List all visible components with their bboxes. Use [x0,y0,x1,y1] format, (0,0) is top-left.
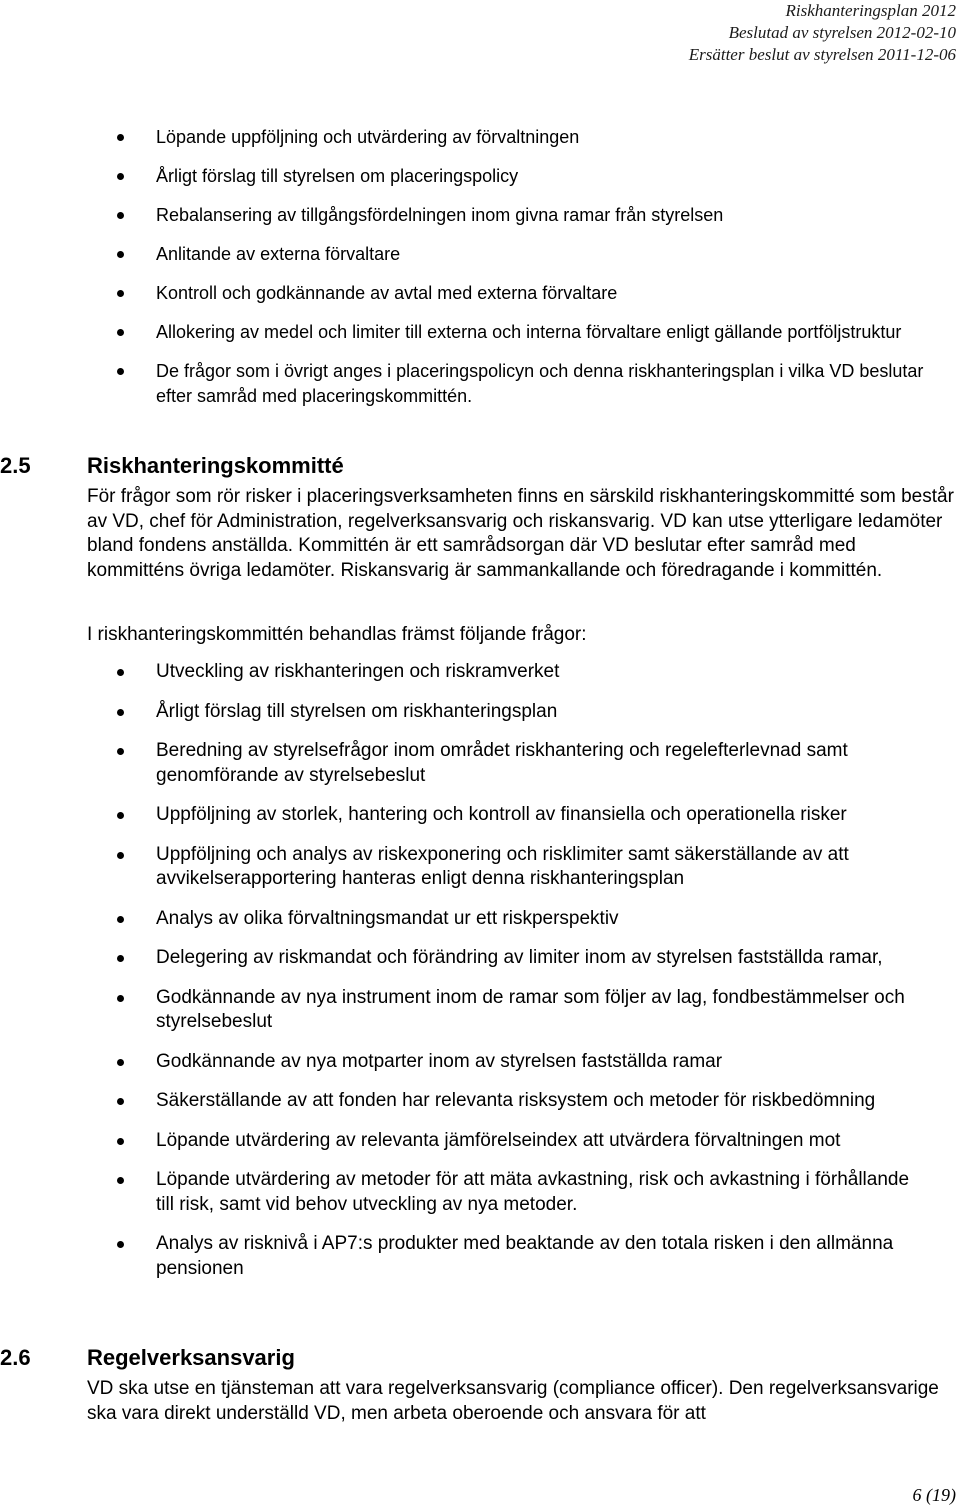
list-item: Rebalansering av tillgångsfördelningen inom givna ramar från styrelsen [0,203,960,228]
section-title: Riskhanteringskommitté [87,453,344,478]
bullet-icon [117,1059,124,1066]
section-heading-2-5 [0,453,344,479]
bullet-icon [117,955,124,962]
bullet-icon [117,134,124,141]
section-number: 2.5 [0,453,31,478]
list-item: Löpande utvärdering av relevanta jämförelseindex att utvärdera förvaltningen mot [0,1129,960,1154]
list-item: Delegering av riskmandat och förändring av limiter inom av styrelsen fastställda ramar, [0,946,960,971]
bullet-icon [117,1177,124,1184]
bullet-icon [117,1138,124,1145]
bullet-icon [117,290,124,297]
document-header [689,0,956,66]
list-item: Godkännande av nya instrument inom de ramar som följer av lag, fondbestämmelser och styrelsebeslut [0,986,960,1035]
bullet-icon [117,669,124,676]
list-item: Årligt förslag till styrelsen om placeringspolicy [0,164,960,189]
list-item: Årligt förslag till styrelsen om riskhanteringsplan [0,700,960,725]
bullet-icon [117,995,124,1002]
section-paragraph: VD ska utse en tjänsteman att vara regelverksansvarig (compliance officer). Den regelverksansvarige ska vara direkt underställd VD, men arbeta oberoende och ansvara för att [87,1378,939,1424]
bullet-icon [117,173,124,180]
header-title: Riskhanteringsplan 2012 [785,1,956,20]
list-item: Löpande uppföljning och utvärdering av förvaltningen [0,125,960,150]
bullet-icon [117,812,124,819]
list-item: Analys av olika förvaltningsmandat ur ett riskperspektiv [0,907,960,932]
bullet-icon [117,916,124,923]
list-item: Löpande utvärdering av metoder för att mäta avkastning, risk och avkastning i förhållande till risk, samt vid behov utveckling av nya metoder. [0,1168,960,1217]
bullet-icon [117,212,124,219]
list-item: De frågor som i övrigt anges i placeringspolicyn och denna riskhanteringsplan i vilka VD beslutar efter samråd med placeringskommittén. [0,359,960,408]
list-item: Kontroll och godkännande av avtal med externa förvaltare [0,281,960,306]
list-item: Säkerställande av att fonden har relevanta risksystem och metoder för riskbedömning [0,1089,960,1114]
responsibilities-list [0,125,960,423]
list-item: Uppföljning av storlek, hantering och kontroll av finansiella och operationella risker [0,803,960,828]
committee-topics-list [0,660,960,1296]
list-item: Beredning av styrelsefrågor inom området riskhantering och regelefterlevnad samt genomförande av styrelsebeslut [0,739,960,788]
bullet-icon [117,852,124,859]
section-intro-paragraph: I riskhanteringskommittén behandlas främst följande frågor: [87,624,587,645]
list-item: Utveckling av riskhanteringen och riskramverket [0,660,960,685]
section-paragraph: För frågor som rör risker i placeringsverksamheten finns en särskild riskhanteringskommitté som består av VD, chef för Administration, regelverksansvarig och riskansvarig. VD kan utse ytterligare ledamöter bland fondens anställda. Kommittén är ett samrådsorgan där VD beslutar efter samråd med kommitténs övriga ledamöter. Riskansvarig är sammankallande och föredragande i kommittén. [87,486,954,581]
list-item: Allokering av medel och limiter till externa och interna förvaltare enligt gällande portföljstruktur [0,320,960,345]
section-number: 2.6 [0,1345,31,1370]
page-number: 6 (19) [912,1485,956,1505]
section-heading-2-6 [0,1345,295,1371]
bullet-icon [117,1098,124,1105]
list-item: Uppföljning och analys av riskexponering och risklimiter samt säkerställande av att avvikelserapportering hanteras enligt denna riskhanteringsplan [0,843,960,892]
header-decision-date: Beslutad av styrelsen 2012-02-10 [728,23,956,42]
list-item: Anlitande av externa förvaltare [0,242,960,267]
bullet-icon [117,709,124,716]
bullet-icon [117,748,124,755]
bullet-icon [117,368,124,375]
list-item: Analys av risknivå i AP7:s produkter med beaktande av den totala risken i den allmänna pensionen [0,1232,960,1281]
list-item: Godkännande av nya motparter inom av styrelsen fastställda ramar [0,1050,960,1075]
bullet-icon [117,251,124,258]
header-replaces-date: Ersätter beslut av styrelsen 2011-12-06 [688,45,956,64]
bullet-icon [117,1241,124,1248]
bullet-icon [117,329,124,336]
section-title: Regelverksansvarig [87,1345,295,1370]
